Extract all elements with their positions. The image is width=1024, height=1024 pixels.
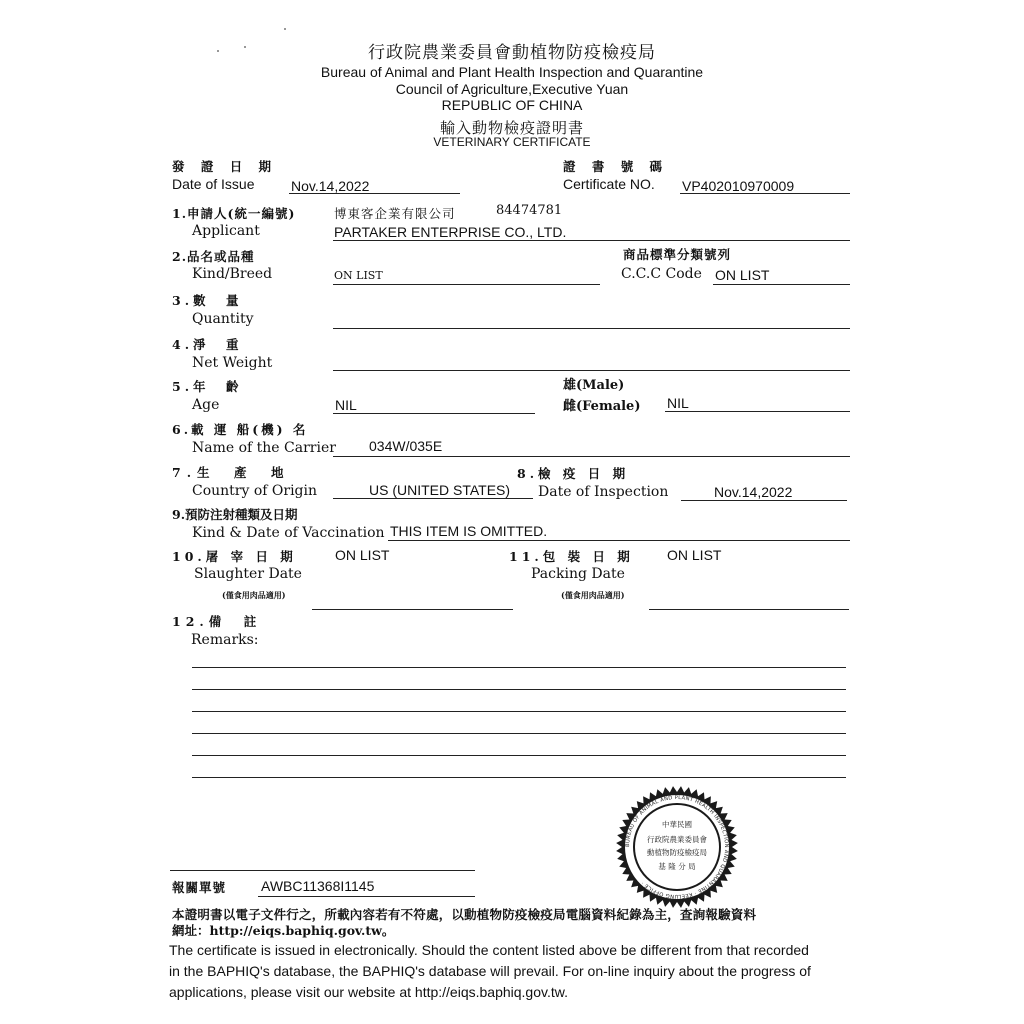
remarks-label-zh: 12.備 註 bbox=[172, 614, 262, 629]
carrier-value: 034W/035E bbox=[369, 438, 443, 454]
packing-date-value: ON LIST bbox=[667, 547, 722, 563]
notice-en-line-1: The certificate is issued in electronically. Should the content listed above be different from that recorded bbox=[169, 942, 809, 958]
vaccination-label-zh: 9.預防注射種類及日期 bbox=[172, 507, 298, 522]
inspection-date-underline bbox=[681, 500, 847, 501]
kind-value: ON LIST bbox=[334, 269, 383, 282]
age-label-zh: 5.年 齡 bbox=[172, 379, 243, 394]
council-title-en: Council of Agriculture,Executive Yuan bbox=[395, 81, 629, 97]
kind-label-zh: 2.品名或品種 bbox=[172, 249, 255, 264]
quantity-label-en: Quantity bbox=[192, 311, 254, 327]
net-weight-label-zh: 4.淨 重 bbox=[172, 337, 243, 352]
certificate-number-label-en: Certificate NO. bbox=[563, 176, 655, 192]
sex-underline bbox=[665, 411, 850, 412]
notice-en-line-3: applications, please visit our website at http://eiqs.baphiq.gov.tw. bbox=[169, 984, 568, 1000]
country-title-en: REPUBLIC OF CHINA bbox=[441, 97, 583, 113]
remarks-line bbox=[192, 711, 846, 712]
ccc-code-value: ON LIST bbox=[715, 267, 770, 283]
notice-zh-line-1: 本證明書以電子文件行之，所載內容若有不符處，以動植物防疫檢疫局電腦資料紀錄為主，查詢報驗資料 bbox=[172, 907, 757, 922]
seal-line-3: 動植物防疫檢疫局 bbox=[647, 848, 707, 857]
remarks-line bbox=[192, 755, 846, 756]
ccc-code-label-zh: 商品標準分類號列 bbox=[623, 247, 732, 262]
slaughter-date-label-en: Slaughter Date bbox=[194, 566, 302, 582]
age-label-en: Age bbox=[192, 397, 220, 413]
slaughter-date-underline bbox=[312, 609, 513, 610]
sex-value: NIL bbox=[667, 395, 689, 411]
seal-line-2: 行政院農業委員會 bbox=[647, 835, 707, 844]
inspection-date-value: Nov.14,2022 bbox=[714, 484, 793, 500]
scan-speck bbox=[284, 28, 286, 30]
carrier-label-en: Name of the Carrier bbox=[192, 440, 336, 456]
inspection-date-label-en: Date of Inspection bbox=[538, 484, 669, 500]
agency-title-zh: 行政院農業委員會動植物防疫檢疫局 bbox=[368, 43, 656, 63]
packing-date-label-en: Packing Date bbox=[531, 566, 625, 582]
declaration-number-label: 報關單號 bbox=[172, 880, 227, 895]
declaration-number-value: AWBC11368I1145 bbox=[261, 878, 375, 894]
net-weight-underline bbox=[333, 370, 850, 371]
net-weight-label-en: Net Weight bbox=[192, 355, 273, 371]
notice-en-line-2: in the BAPHIQ's database, the BAPHIQ's database will prevail. For on-line inquiry about the progress of bbox=[169, 963, 811, 979]
notice-zh-line-2: 網址：http://eiqs.baphiq.gov.tw。 bbox=[172, 923, 395, 938]
seal-line-1: 中華民國 bbox=[662, 820, 692, 829]
carrier-underline bbox=[333, 456, 850, 457]
ccc-code-label-en: C.C.C Code bbox=[621, 266, 702, 282]
quantity-underline bbox=[333, 328, 850, 329]
vaccination-underline bbox=[388, 540, 850, 541]
certificate-title-en: VETERINARY CERTIFICATE bbox=[433, 135, 591, 149]
age-value: NIL bbox=[335, 397, 357, 413]
packing-date-underline bbox=[649, 609, 849, 610]
origin-label-zh: 7.生 產 地 bbox=[172, 465, 290, 480]
age-underline bbox=[333, 413, 535, 414]
issue-date-value: Nov.14,2022 bbox=[291, 178, 370, 194]
male-label: 雄(Male) bbox=[563, 378, 625, 393]
inspection-date-label-zh: 8.檢 疫 日 期 bbox=[517, 466, 630, 481]
origin-label-en: Country of Origin bbox=[192, 483, 318, 499]
vaccination-value: THIS ITEM IS OMITTED. bbox=[390, 523, 548, 539]
packing-date-note: (僅食用肉品適用) bbox=[561, 590, 625, 600]
vaccination-label-en: Kind & Date of Vaccination bbox=[192, 525, 385, 541]
ccc-code-underline bbox=[713, 284, 850, 285]
agency-title-en: Bureau of Animal and Plant Health Inspection and Quarantine bbox=[320, 64, 704, 80]
applicant-label-zh: 1.申請人(統一編號) bbox=[172, 206, 296, 221]
official-seal bbox=[612, 782, 742, 912]
female-label: 雌(Female) bbox=[563, 399, 641, 414]
declaration-top-line bbox=[170, 870, 475, 871]
slaughter-date-label-zh: 10.屠 宰 日 期 bbox=[172, 549, 297, 564]
applicant-value: PARTAKER ENTERPRISE CO., LTD. bbox=[334, 224, 567, 240]
certificate-number-value: VP402010970009 bbox=[682, 178, 795, 194]
certificate-number-underline bbox=[680, 193, 850, 194]
remarks-line bbox=[192, 689, 846, 690]
remarks-line bbox=[192, 733, 846, 734]
issue-date-underline bbox=[289, 193, 460, 194]
slaughter-date-note: (僅食用肉品適用) bbox=[222, 590, 286, 600]
applicant-name-zh: 博東客企業有限公司 bbox=[334, 206, 456, 221]
remarks-line bbox=[192, 777, 846, 778]
kind-underline bbox=[333, 284, 600, 285]
slaughter-date-value: ON LIST bbox=[335, 547, 390, 563]
certificate-title-zh: 輸入動物檢疫證明書 bbox=[439, 119, 584, 137]
declaration-underline bbox=[258, 896, 475, 897]
seal-line-4: 基 隆 分 局 bbox=[658, 862, 696, 871]
packing-date-label-zh: 11.包 裝 日 期 bbox=[509, 549, 634, 564]
seal-ring-text: BUREAU OF ANIMAL AND PLANT HEALTH INSPECTION AND QUARANTINE · KEELUNG OFFICE · bbox=[624, 794, 730, 900]
remarks-line bbox=[192, 667, 846, 668]
carrier-label-zh: 6.載 運 船(機) 名 bbox=[172, 422, 309, 437]
certificate-number-label-zh: 證 書 號 碼 bbox=[563, 159, 669, 174]
applicant-underline bbox=[333, 240, 850, 241]
applicant-label-en: Applicant bbox=[192, 223, 260, 239]
origin-value: US (UNITED STATES) bbox=[369, 482, 511, 498]
origin-underline bbox=[333, 498, 533, 499]
quantity-label-zh: 3.數 量 bbox=[172, 293, 243, 308]
kind-label-en: Kind/Breed bbox=[192, 266, 273, 282]
issue-date-label-en: Date of Issue bbox=[172, 176, 255, 192]
issue-date-label-zh: 發 證 日 期 bbox=[172, 159, 278, 174]
remarks-label-en: Remarks: bbox=[191, 632, 259, 648]
applicant-id: 84474781 bbox=[496, 203, 563, 218]
